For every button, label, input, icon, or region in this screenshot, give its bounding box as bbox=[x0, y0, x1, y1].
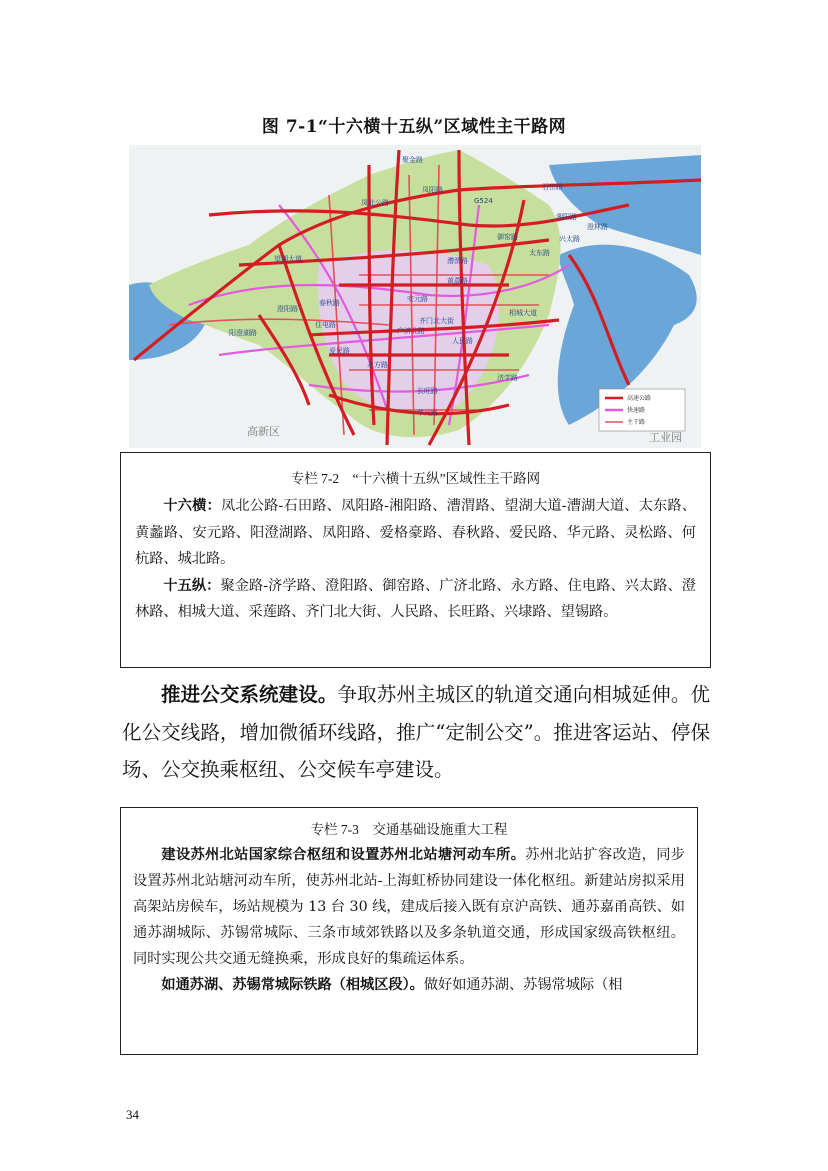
paragraph-lead: 推进公交系统建设。 bbox=[161, 683, 338, 706]
page-number: 34 bbox=[126, 1107, 139, 1122]
map-label: 太东路 bbox=[529, 249, 550, 257]
project-item bbox=[121, 972, 697, 998]
horizontal-roads-label: 十六横： bbox=[163, 498, 221, 514]
map-label: 凤北公路 bbox=[361, 199, 389, 207]
map-label: 石田路 bbox=[542, 183, 563, 191]
road-network-map-svg bbox=[129, 145, 701, 448]
map-legend bbox=[599, 389, 685, 431]
column-box-content bbox=[121, 493, 710, 626]
vertical-roads-text: 聚金路-济学路、澄阳路、御窑路、广济北路、永方路、住电路、兴太路、澄林路、相城大道、采莲路、齐门北大街、人民路、长旺路、兴埭路、望锡路。 bbox=[135, 577, 696, 620]
map-label: 爱民路 bbox=[329, 347, 350, 355]
legend-label-expressway: 快速路 bbox=[627, 407, 646, 414]
column-box-title: 专栏 7-2 “十六横十五纵”区域性主干路网 bbox=[290, 471, 541, 486]
project-item-text: 苏州北站扩容改造，同步设置苏州北站塘河动车所，使苏州北站-上海虹桥协同建设一体化枢纽。新建站房拟采用高架站房候车，场站规模为 13 台 30 线，建成后接入既有京沪高铁、通苏嘉甬高铁、如通苏湖城际、苏锡常城际、三条市域郊铁路以及多条轨道交通，形成国家级高铁枢纽。同时实现公共交通无缝换乘，形成良好的集疏运体系。 bbox=[133, 847, 685, 967]
figure-title: 图 7-1“十六横十五纵”区域性主干路网 bbox=[261, 117, 567, 137]
map-label: 黄藠路 bbox=[447, 277, 468, 285]
horizontal-roads-text: 凤北公路-石田路、凤阳路-湘阳路、漕渭路、望湖大道-漕湖大道、太东路、黄蠡路、安元路、阳澄湖路、凤阳路、爱格豪路、春秋路、爱民路、华元路、灵松路、何杭路、城北路。 bbox=[135, 498, 696, 567]
project-item bbox=[121, 842, 697, 972]
horizontal-roads-paragraph bbox=[121, 493, 710, 573]
map-label: 济学路 bbox=[497, 374, 518, 382]
map-label: G524 bbox=[474, 197, 493, 205]
legend-label-arterial: 主干路 bbox=[627, 419, 646, 426]
map-label: 住电路 bbox=[315, 321, 336, 329]
map-label: 齐门北大街 bbox=[419, 317, 454, 325]
map-label: 澄林路 bbox=[587, 223, 608, 231]
project-item-text: 做好如通苏湖、苏锡常城际（相 bbox=[423, 977, 623, 993]
project-item-lead: 建设苏州北站国家综合枢纽和设置苏州北站塘河动车所。 bbox=[161, 847, 526, 863]
map-label: 人民路 bbox=[452, 337, 473, 345]
road-network-map bbox=[129, 145, 701, 448]
legend-label-highway: 高速公路 bbox=[627, 395, 652, 402]
map-label: 凤阳路 bbox=[422, 186, 443, 194]
column-box-7-3 bbox=[120, 807, 698, 1055]
map-label: 相城大道 bbox=[509, 309, 537, 317]
map-label: 安元路 bbox=[407, 295, 428, 303]
map-label: 阳澄湖路 bbox=[229, 329, 257, 337]
map-label: 漕渭路 bbox=[447, 257, 468, 265]
column-box-title: 专栏 7-3 交通基础设施重大工程 bbox=[310, 822, 508, 837]
map-label: 聚金路 bbox=[402, 156, 423, 164]
map-label: 御窑路 bbox=[497, 233, 518, 241]
map-label: 春秋路 bbox=[319, 299, 340, 307]
district-label: 高新区 bbox=[247, 425, 280, 438]
paragraph-text: 争取苏州主城区的轨道交通向相城延伸。优化公交线路，增加微循环线路，推广“定制公交”。推进客运站、停保场、公交换乘枢纽、公交候车亭建设。 bbox=[122, 683, 710, 781]
map-label: 兴太路 bbox=[559, 235, 580, 243]
map-label: 望湖大道 bbox=[274, 255, 302, 263]
column-box-7-2 bbox=[120, 452, 711, 668]
project-item-lead: 如通苏湖、苏锡常城际铁路（相城区段）。 bbox=[161, 977, 424, 993]
map-label: 湘阳路 bbox=[556, 213, 577, 221]
map-label: 华元路 bbox=[417, 409, 438, 417]
map-label: 永方路 bbox=[367, 361, 388, 369]
column-box-content bbox=[121, 842, 697, 998]
map-label: 澄阳路 bbox=[277, 305, 298, 313]
map-label: 广济北路 bbox=[397, 327, 425, 335]
map-label: 长旺路 bbox=[417, 387, 438, 395]
district-label: 工业园 bbox=[649, 431, 682, 444]
public-transit-paragraph bbox=[122, 676, 710, 789]
vertical-roads-label: 十五纵： bbox=[163, 577, 221, 594]
vertical-roads-paragraph bbox=[121, 573, 710, 626]
